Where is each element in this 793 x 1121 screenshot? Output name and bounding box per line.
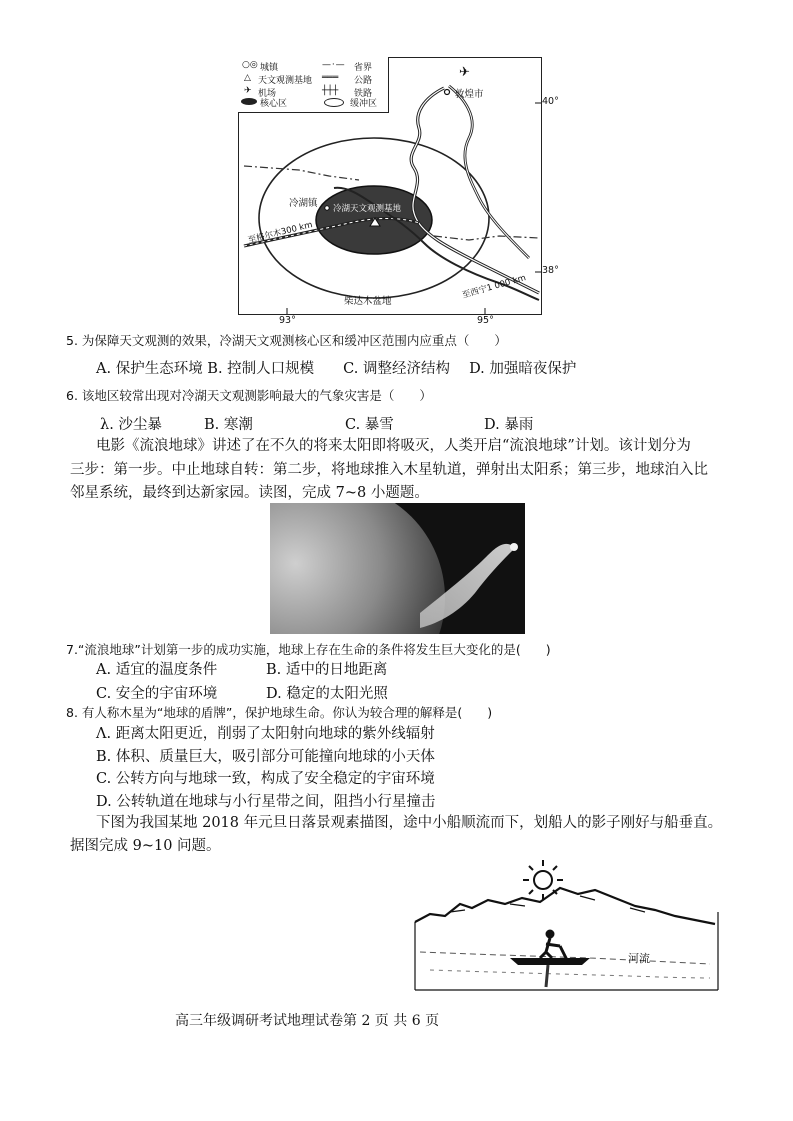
label-to-golmud: 至格尔木300 km — [247, 220, 314, 246]
legend-buffer-swatch — [324, 98, 344, 107]
label-qaidam: 柴达木盆地 — [344, 296, 392, 307]
passage2-line2: 据图完成 9~10 问题。 — [70, 838, 221, 854]
passage2-line1: 下图为我国某地 2018 年元旦日落景观素描图，途中小船顺流而下，划船人的影子刚好与船垂直。 — [96, 815, 723, 831]
sun-rays — [523, 860, 563, 900]
label-lat40: 40° — [542, 96, 559, 107]
q7-option-c: C. 安全的宇宙环境 — [96, 686, 218, 702]
map-legend — [238, 57, 389, 113]
q6-option-b: B. 寒潮 — [204, 417, 253, 433]
province-border — [244, 166, 359, 180]
legend-highway: 公路 — [354, 76, 373, 86]
river-wave — [430, 970, 710, 978]
legend-railway-line: ┼┼┼ — [322, 86, 339, 96]
lenghu-marker — [325, 206, 329, 210]
legend-observatory: 天文观测基地 — [258, 76, 313, 86]
q5-options: A. 保护生态环境 B. 控制人口规模 C. 调整经济结构 D. 加强暗夜保护 — [96, 361, 577, 377]
boat — [510, 958, 590, 965]
q8-stem: 8. 有人称木星为“地球的盾牌”，保护地球生命。你认为较合理的解释是( ) — [66, 705, 493, 720]
sun-icon — [534, 871, 552, 889]
q8-option-c: C. 公转方向与地球一致，构成了安全稳定的宇宙环境 — [96, 771, 435, 787]
q6-stem: 6. 该地区较常出现对冷湖天文观测影响最大的气象灾害是（ ） — [66, 388, 432, 403]
legend-airport-icon: ✈ — [244, 86, 252, 96]
legend-railway: 铁路 — [354, 89, 373, 99]
q8-option-d: D. 公转轨道在地球与小行星带之间，阻挡小行星撞击 — [96, 794, 436, 810]
q6-option-a: λ. 沙尘暴 — [100, 417, 162, 433]
label-dunhuang: 敦煌市 — [455, 89, 484, 100]
highway-east-outer — [449, 86, 529, 258]
legend-highway-line: ═══ — [322, 73, 339, 83]
q7-option-a: A. 适宜的温度条件 — [96, 662, 218, 678]
legend-core-swatch — [241, 98, 257, 105]
planet-drawing — [270, 503, 525, 634]
airport-icon: ✈ — [459, 65, 470, 80]
q7-stem: 7.“流浪地球”计划第一步的成功实施，地球上存在生命的条件将发生巨大变化的是( ) — [66, 642, 551, 657]
legend-province-border: 省界 — [354, 63, 373, 73]
q7-option-b: B. 适中的日地距离 — [266, 662, 388, 678]
q6-option-c: C. 暴雪 — [345, 417, 394, 433]
passage1-line1: 电影《流浪地球》讲述了在不久的将来太阳即将吸灭，人类开启“流浪地球”计划。该计划分为 — [96, 438, 691, 454]
legend-airport: 机场 — [258, 89, 277, 99]
label-lon95: 95° — [477, 315, 494, 326]
legend-border-line: — · — — [322, 60, 344, 70]
sketch-drawing — [410, 852, 720, 992]
mountain-ridge — [415, 888, 715, 924]
q7-option-d: D. 稳定的太阳光照 — [266, 686, 388, 702]
label-lon93: 93° — [279, 315, 296, 326]
passage1-line3: 邻星系统，最终到达新家园。读图，完成 7~8 小题题。 — [70, 485, 429, 501]
legend-buffer: 缓冲区 — [350, 99, 378, 109]
legend-observatory-icon: △ — [244, 73, 251, 83]
river-label: 河流 — [628, 952, 650, 965]
passage1-line2: 三步：第一步。中止地球自转：第二步，将地球推入木星轨道，弹射出太阳系；第三步，地球泊入比 — [70, 462, 708, 478]
q6-option-d: D. 暴雨 — [484, 417, 534, 433]
legend-town-icon: ○◎ — [242, 60, 258, 70]
q8-option-a: Λ. 距离太阳更近，削弱了太阳射向地球的紫外线辐射 — [96, 726, 435, 742]
sunset-sketch — [410, 852, 720, 992]
label-to-xining: 至西宁1 000 km — [461, 273, 528, 301]
highway-east-inner — [449, 86, 529, 258]
dunhuang-marker — [445, 90, 450, 95]
planet-image — [270, 503, 525, 634]
q5-stem: 5. 为保障天文观测的效果，冷湖天文观测核心区和缓冲区范围内应重点（ ） — [66, 333, 507, 348]
q8-option-b: B. 体积、质量巨大，吸引部分可能撞向地球的小天体 — [96, 749, 435, 765]
rower-head — [546, 930, 555, 939]
legend-town: 城镇 — [260, 63, 279, 73]
legend-core: 核心区 — [260, 99, 288, 109]
rower-shadow — [546, 965, 548, 987]
earth-dot — [510, 543, 518, 551]
label-lenghu: 冷湖镇 — [289, 198, 318, 209]
label-lat38: 38° — [542, 265, 559, 276]
page-footer: 高三年级调研考试地理试卷第 2 页 共 6 页 — [175, 1013, 440, 1029]
label-base: 冷湖天文观测基地 — [333, 204, 402, 214]
jupiter-planet — [270, 503, 445, 634]
